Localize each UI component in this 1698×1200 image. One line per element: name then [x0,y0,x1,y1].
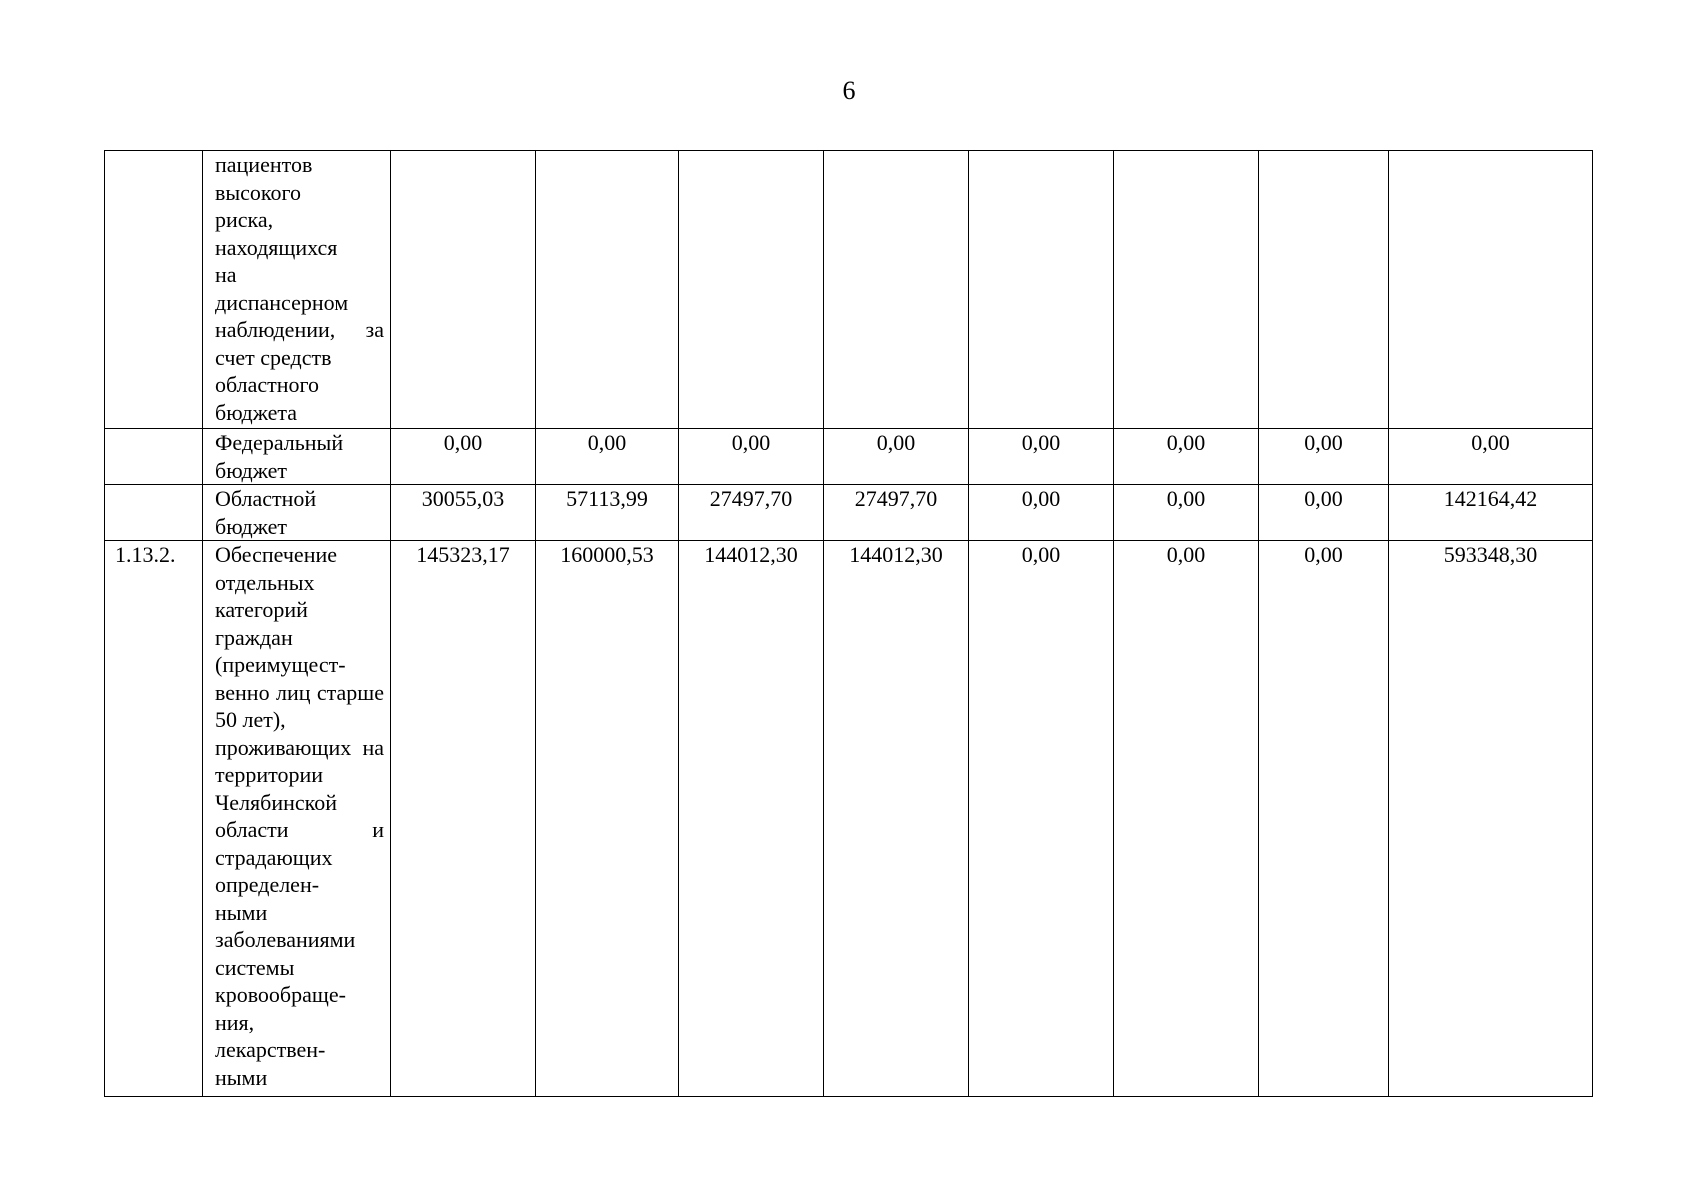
value-cell: 0,00 [1259,485,1389,541]
value-cell: 0,00 [1114,485,1259,541]
value-cell: 0,00 [536,429,679,485]
value-cell: 0,00 [969,429,1114,485]
row-code [105,151,203,429]
value-cell: 0,00 [679,429,824,485]
table-row [105,541,1593,1097]
value-cell: 0,00 [824,429,969,485]
row-code [105,429,203,485]
row-code: 1.13.2. [105,541,203,1097]
row-description: Областной бюджет [203,485,391,541]
value-cell [1259,151,1389,429]
value-cell [391,151,536,429]
value-cell: 0,00 [1114,541,1259,1097]
row-description: пациентов высокого риска, находящихся на диспансерном наблюдении, за счет средств областного бюджета [203,151,391,429]
value-cell: 30055,03 [391,485,536,541]
value-cell [824,151,969,429]
value-cell [1114,151,1259,429]
page-number: 6 [842,76,856,105]
value-cell: 27497,70 [679,485,824,541]
total-cell: 593348,30 [1389,541,1593,1097]
table-row [105,429,1593,485]
value-cell: 160000,53 [536,541,679,1097]
value-cell: 144012,30 [824,541,969,1097]
value-cell: 0,00 [391,429,536,485]
total-cell: 0,00 [1389,429,1593,485]
value-cell [679,151,824,429]
value-cell: 144012,30 [679,541,824,1097]
value-cell: 0,00 [969,485,1114,541]
value-cell: 0,00 [1114,429,1259,485]
row-code [105,485,203,541]
value-cell: 0,00 [969,541,1114,1097]
table-row [105,485,1593,541]
value-cell: 27497,70 [824,485,969,541]
table-row [105,151,1593,429]
total-cell: 142164,42 [1389,485,1593,541]
row-description: Федеральный бюджет [203,429,391,485]
value-cell [969,151,1114,429]
budget-table [104,150,1593,1097]
value-cell: 57113,99 [536,485,679,541]
value-cell: 0,00 [1259,541,1389,1097]
value-cell [536,151,679,429]
total-cell [1389,151,1593,429]
value-cell: 0,00 [1259,429,1389,485]
row-description: Обеспечение отдельных категорий граждан (преимущест- венно лиц старше 50 лет), проживающих на территории Челябинской области и страдающих определен- ными заболеваниями системы кровообраще- ния, лекарствен- ными [203,541,391,1097]
value-cell: 145323,17 [391,541,536,1097]
